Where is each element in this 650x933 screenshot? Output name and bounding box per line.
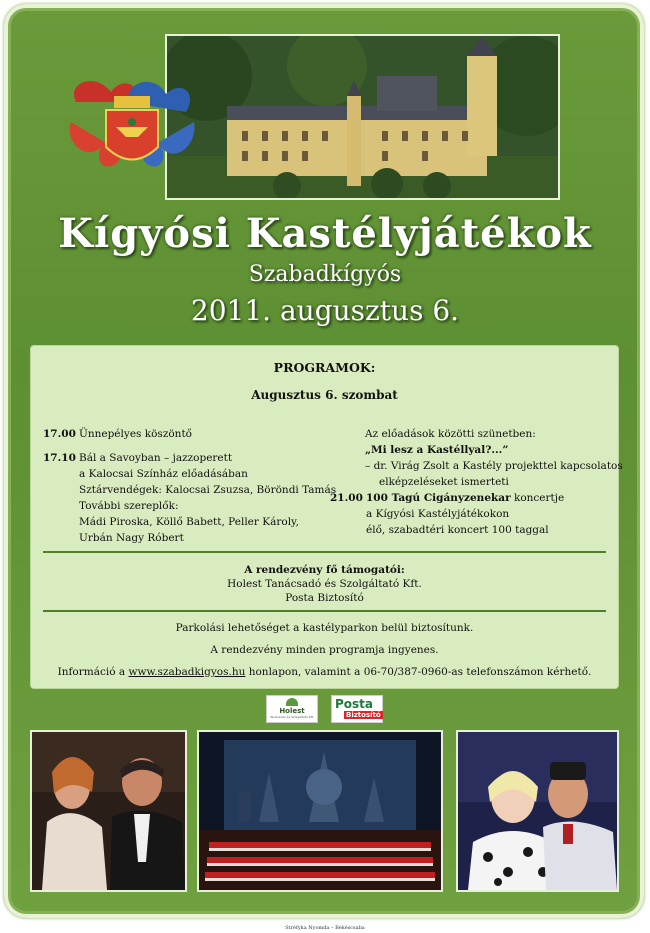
program-text-bold: 100 Tagú Cigányzenekar (366, 492, 511, 504)
orchestra-photo (197, 730, 443, 892)
program-text: koncertje (510, 492, 565, 504)
program-text: élő, szabadtéri koncert 100 taggal (366, 524, 549, 536)
intermission-text: elképzeléseket ismerteti (379, 476, 509, 488)
printer-credit: Stréfyka Nyomda – Békéscsaba (285, 925, 365, 931)
intermission-block (365, 426, 623, 490)
intermission-title: „Mi lesz a Kastéllyal?...” (365, 444, 509, 456)
program-text: Mádi Piroska, Köllő Babett, Peller Károly, (79, 516, 299, 528)
sponsor-line: Holest Tanácsadó és Szolgáltató Kft. (227, 578, 422, 590)
posta-biztosito-logo (331, 695, 383, 723)
program-panel (31, 346, 623, 688)
program-text: a Kígyósi Kastélyjátékokon (366, 508, 510, 520)
website-link[interactable]: www.szabadkigyos.hu (128, 666, 246, 678)
divider (43, 610, 606, 612)
program-day: Augusztus 6. szombat (251, 388, 398, 402)
program-text: Urbán Nagy Róbert (79, 532, 184, 544)
posta-logo-text: Posta (335, 697, 374, 711)
free-admission-info: A rendezvény minden programja ingyenes. (210, 644, 439, 656)
parking-info: Parkolási lehetőséget a kastélyparkon belül biztosítunk. (175, 622, 474, 634)
holest-logo (266, 695, 318, 723)
program-text: Sztárvendégek: Kalocsai Zsuzsa, Böröndi Tamás (79, 484, 337, 496)
program-time: 17.00 (43, 428, 76, 440)
program-heading: PROGRAMOK: (273, 360, 376, 375)
event-title: Kígyósi Kastélyjátékok (58, 210, 592, 257)
program-text: a Kalocsai Színház előadásában (79, 468, 248, 480)
intermission-text: Az előadások közötti szünetben: (365, 428, 536, 440)
contact-text: Információ a (57, 666, 129, 678)
contact-info (31, 666, 618, 678)
program-text: További szereplők: (79, 500, 179, 512)
program-item (43, 450, 343, 550)
coat-of-arms-emblem (66, 72, 198, 180)
program-time: 21.00 (330, 492, 363, 504)
program-text: Ünnepélyes köszöntő (79, 428, 192, 440)
program-time: 17.10 (43, 452, 76, 464)
holest-logo-text: Holest (279, 707, 305, 715)
operetta-photo-right (456, 730, 619, 892)
operetta-photo-left (30, 730, 187, 892)
contact-text: honlapon, valamint a 06-70/387-0960-as telefonszámon kérhető. (245, 666, 592, 678)
castle-photo (165, 34, 560, 200)
event-location: Szabadkígyós (248, 262, 402, 287)
program-text: Bál a Savoyban – jazzoperett (79, 452, 233, 464)
program-item (330, 490, 610, 540)
intermission-text: – dr. Virág Zsolt a Kastély projekttel kapcsolatos (365, 460, 623, 472)
leaf-icon (286, 698, 298, 706)
holest-logo-subtext: Tanácsadó és Szolgáltató Kft. (270, 715, 314, 719)
posta-logo-subtext: Biztosító (346, 711, 381, 719)
sponsors-heading: A rendezvény fő támogatói: (244, 564, 405, 576)
event-date: 2011. augusztus 6. (190, 294, 460, 327)
divider (43, 551, 606, 553)
sponsor-line: Posta Biztosító (285, 592, 364, 604)
